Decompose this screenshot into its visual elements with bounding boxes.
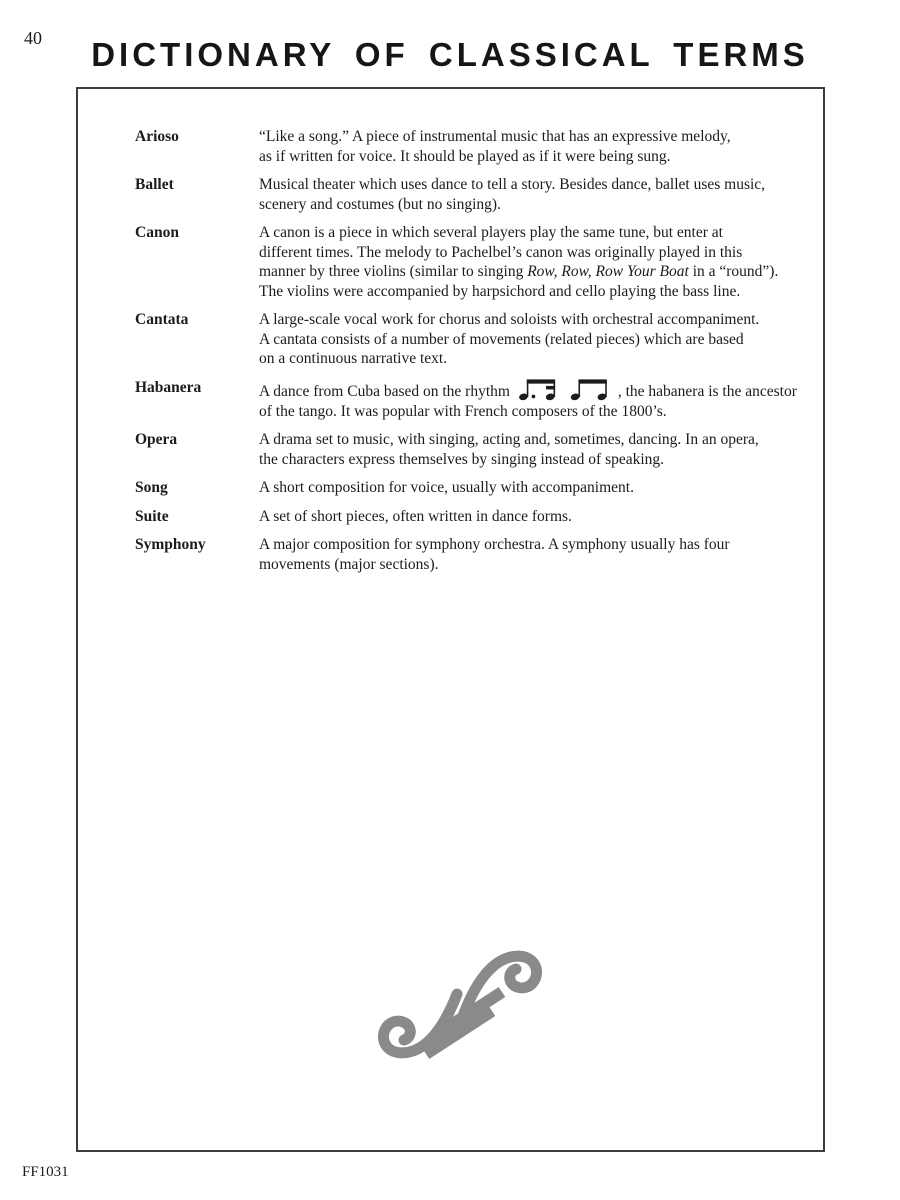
definition-line: different times. The melody to Pachelbel’s canon was originally played in this	[259, 243, 743, 261]
definition-line: A short composition for voice, usually with accompaniment.	[259, 479, 634, 496]
definition-line: A dance from Cuba based on the rhythm , the habanera is the ancestor	[259, 378, 797, 402]
definition-line: A cantata consists of a number of movements (related pieces) which are based	[259, 330, 744, 348]
definition-text	[259, 430, 759, 469]
scroll-flourish-icon	[364, 924, 556, 1084]
definition-line: Musical theater which uses dance to tell a story. Besides dance, ballet uses music,	[259, 176, 766, 193]
term-label: Canon	[135, 224, 179, 241]
definition-line: manner by three violins (similar to singing Row, Row, Row Your Boat in a “round”).	[259, 263, 779, 280]
term-label: Arioso	[135, 128, 179, 145]
term-label: Habanera	[135, 378, 202, 396]
term-label: Opera	[135, 431, 178, 448]
definition-text	[259, 478, 634, 498]
definition-line: A set of short pieces, often written in dance forms.	[259, 507, 572, 525]
term-label: Song	[135, 479, 168, 496]
dictionary-entry	[135, 478, 799, 498]
definition-text	[259, 507, 572, 527]
catalog-number: FF1031	[22, 1164, 69, 1180]
definition-line: “Like a song.” A piece of instrumental music that has an expressive melody,	[259, 128, 731, 145]
term-label: Cantata	[135, 311, 189, 328]
term-label: Suite	[135, 507, 169, 525]
definition-line: as if written for voice. It should be played as if it were being sung.	[259, 147, 671, 165]
dictionary-entries	[135, 127, 799, 583]
definition-line: A large-scale vocal work for chorus and soloists with orchestral accompaniment.	[259, 311, 760, 328]
dictionary-entry	[135, 127, 799, 166]
term-label: Ballet	[135, 176, 174, 193]
page-number: 40	[24, 28, 42, 48]
term-label: Symphony	[135, 536, 206, 553]
dictionary-entry	[135, 175, 799, 214]
definition-line: A canon is a piece in which several players play the same tune, but enter at	[259, 224, 723, 241]
definition-line: of the tango. It was popular with French composers of the 1800’s.	[259, 402, 667, 420]
dictionary-entry	[135, 507, 799, 527]
definition-text	[259, 127, 731, 166]
habanera-rhythm-notation-icon	[517, 378, 611, 402]
definition-text	[259, 175, 765, 214]
dictionary-entry	[135, 310, 799, 369]
definition-text	[259, 223, 778, 301]
definition-line: the characters express themselves by singing instead of speaking.	[259, 450, 665, 468]
definition-line: A drama set to music, with singing, acting and, sometimes, dancing. In an opera,	[259, 431, 759, 448]
dictionary-entry	[135, 223, 799, 301]
definition-text	[259, 378, 797, 422]
definition-line: movements (major sections).	[259, 555, 439, 573]
definition-line: scenery and costumes (but no singing).	[259, 195, 501, 213]
dictionary-entry	[135, 535, 799, 574]
definition-line: on a continuous narrative text.	[259, 350, 448, 367]
dictionary-entry	[135, 430, 799, 469]
definition-line: The violins were accompanied by harpsichord and cello playing the bass line.	[259, 282, 741, 300]
definition-line: A major composition for symphony orchestra. A symphony usually has four	[259, 536, 730, 553]
definition-text	[259, 310, 759, 369]
page-title: DICTIONARY OF CLASSICAL TERMS	[91, 36, 809, 73]
dictionary-entry	[135, 378, 799, 422]
definition-text	[259, 535, 730, 574]
